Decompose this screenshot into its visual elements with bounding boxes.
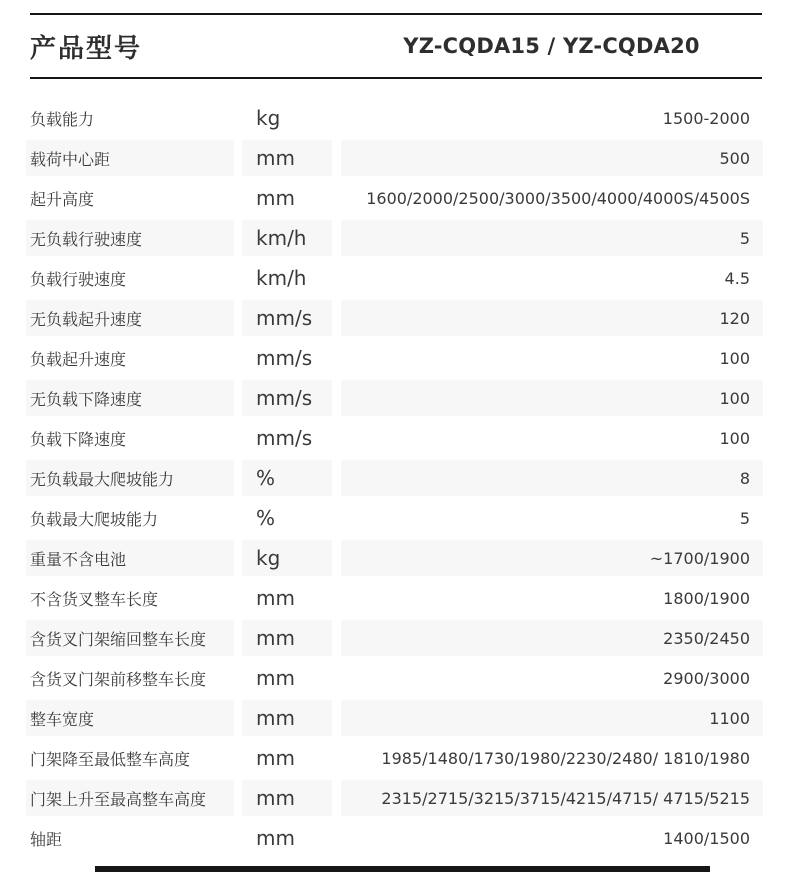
spec-unit: mm [256,826,295,850]
spec-label: 不含货叉整车长度 [30,589,159,609]
spec-unit: km/h [256,266,307,290]
spec-label: 整车宽度 [26,700,234,736]
spec-label: 无负载最大爬坡能力 [26,460,234,496]
spec-sheet [0,13,790,858]
bottom-section-divider [95,866,710,872]
table-row [26,738,763,778]
spec-label: 门架降至最低整车高度 [30,749,191,769]
spec-header [0,15,790,77]
table-row [26,618,763,658]
spec-value: 120 [341,300,763,336]
table-row [26,218,763,258]
spec-unit: km/h [242,220,332,256]
table-row [26,498,763,538]
spec-value: 2350/2450 [341,620,763,656]
table-row [26,138,763,178]
table-row [26,378,763,418]
spec-unit: % [256,506,276,530]
spec-label: 轴距 [30,829,63,849]
spec-unit: mm [242,140,332,176]
spec-table [0,98,790,858]
table-row [26,178,763,218]
spec-value: ~1700/1900 [341,540,763,576]
spec-unit: mm [242,780,332,816]
spec-unit: mm [242,700,332,736]
spec-value: 2315/2715/3215/3715/4215/4715/ 4715/5215 [341,780,763,816]
table-row [26,258,763,298]
spec-label: 无负载行驶速度 [26,220,234,256]
spec-label: 负载行驶速度 [30,269,127,289]
spec-value: 1400/1500 [663,828,750,848]
spec-unit: mm [242,620,332,656]
spec-label: 起升高度 [30,189,95,209]
spec-label: 含货叉门架缩回整车长度 [26,620,234,656]
spec-unit: kg [242,540,332,576]
spec-unit: mm [256,746,295,770]
table-row [26,578,763,618]
spec-value: 4.5 [724,268,750,288]
table-row [26,338,763,378]
spec-unit: % [242,460,332,496]
table-row [26,98,763,138]
spec-label: 无负载起升速度 [26,300,234,336]
table-row [26,778,763,818]
table-row [26,538,763,578]
spec-label: 负载起升速度 [30,349,127,369]
spec-unit: mm [256,186,295,210]
spec-value: 1500-2000 [662,108,750,128]
spec-label: 负载能力 [30,109,95,129]
table-row [26,698,763,738]
spec-value: 1100 [341,700,763,736]
table-row [26,458,763,498]
product-model: YZ-CQDA15 / YZ-CQDA20 [403,34,700,58]
page-title: 产品型号 [30,33,143,64]
spec-unit: mm [256,586,295,610]
spec-value: 2900/3000 [663,668,750,688]
spec-unit: mm/s [256,426,313,450]
header-bottom-rule [30,77,762,79]
spec-value: 100 [719,348,750,368]
table-row [26,658,763,698]
spec-value: 500 [341,140,763,176]
spec-unit: mm/s [256,346,313,370]
spec-label: 重量不含电池 [26,540,234,576]
spec-unit: mm/s [242,380,332,416]
spec-value: 5 [739,508,750,528]
spec-value: 100 [341,380,763,416]
spec-label: 负载最大爬坡能力 [30,509,159,529]
table-row [26,298,763,338]
spec-label: 负载下降速度 [30,429,127,449]
spec-label: 含货叉门架前移整车长度 [30,669,207,689]
spec-label: 无负载下降速度 [26,380,234,416]
spec-unit: mm/s [242,300,332,336]
spec-unit: kg [256,106,281,130]
spec-value: 8 [341,460,763,496]
spec-label: 载荷中心距 [26,140,234,176]
spec-value: 1985/1480/1730/1980/2230/2480/ 1810/1980 [381,748,750,768]
spec-value: 1800/1900 [663,588,750,608]
table-row [26,418,763,458]
spec-value: 1600/2000/2500/3000/3500/4000/4000S/4500S [366,188,750,208]
table-row [26,818,763,858]
spec-value: 5 [341,220,763,256]
spec-label: 门架上升至最高整车高度 [26,780,234,816]
spec-unit: mm [256,666,295,690]
spec-value: 100 [719,428,750,448]
